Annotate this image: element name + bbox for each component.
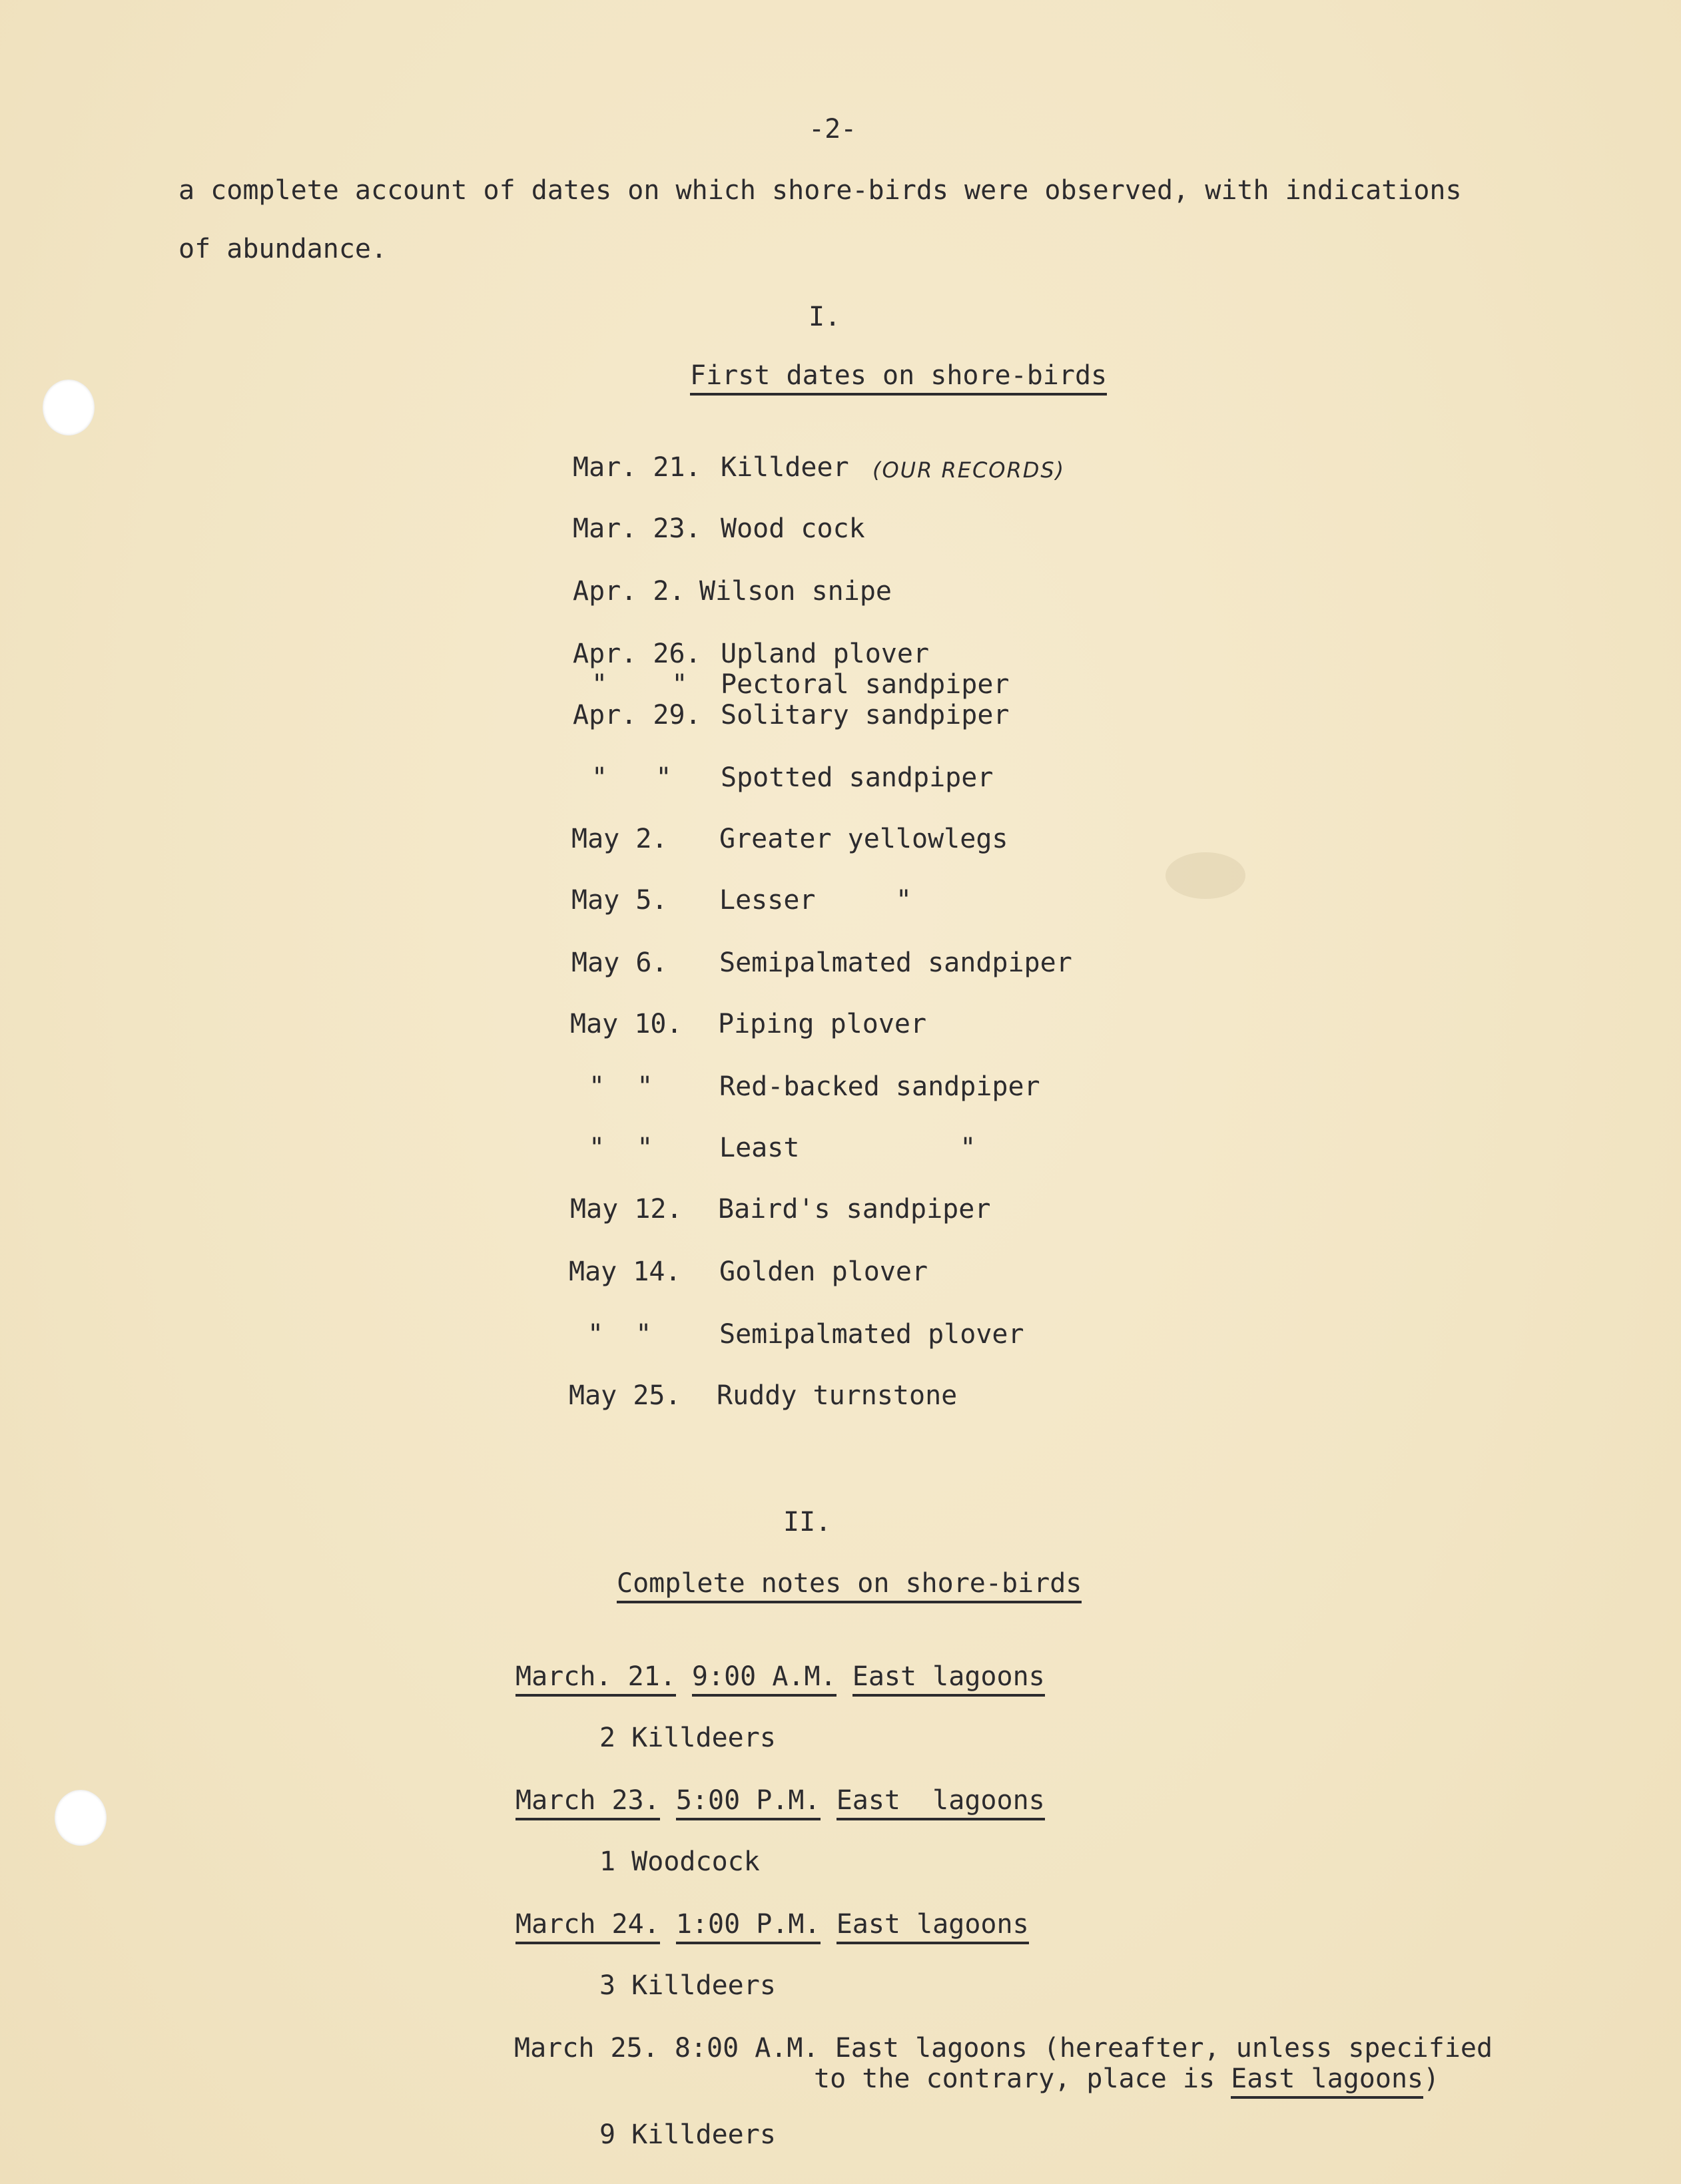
punch-hole-top [43, 380, 95, 435]
note-date: March 25. [514, 2033, 659, 2063]
note-place: East lagoons (hereafter, unless specified [835, 2033, 1493, 2063]
note-header [515, 1784, 1045, 1816]
entry-date: " " [589, 1071, 653, 1102]
entry-bird: Wood cock [721, 513, 865, 544]
note-place-continued [814, 2063, 1439, 2095]
entry-bird: Killdeer [721, 452, 849, 483]
entry-date: May 6. [571, 948, 668, 978]
entry-date: Mar. 21. [573, 452, 701, 483]
section-2-title [617, 1567, 1082, 1599]
note-header [514, 2032, 1493, 2064]
entry-date: May 25. [569, 1380, 681, 1411]
entry-bird: Red-backed sandpiper [719, 1071, 1040, 1102]
note-observation: 3 Killdeers [599, 1970, 776, 2001]
entry-bird: Greater yellowlegs [719, 824, 1008, 854]
intro-line-1: a complete account of dates on which shore-birds were observed, with indications [178, 175, 1462, 206]
note-time: 1:00 P.M. [676, 1909, 821, 1944]
punch-hole-bottom [55, 1790, 107, 1846]
paper-stain [1166, 852, 1245, 899]
entry-date: May 14. [569, 1256, 681, 1287]
note-observation: 2 Killdeers [599, 1723, 776, 1753]
entry-date: May 2. [571, 824, 668, 854]
note-observation: 9 Killdeers [599, 2119, 776, 2150]
entry-bird: Semipalmated sandpiper [719, 948, 1072, 978]
entry-date: " " [587, 1319, 652, 1350]
entry-date: May 12. [570, 1194, 683, 1225]
note-place-underlined: East lagoons [1231, 2063, 1423, 2099]
entry-date: Mar. 23. [573, 513, 701, 544]
entry-bird: Pectoral sandpiper [721, 669, 1010, 700]
intro-line-2: of abundance. [178, 234, 388, 264]
entry-bird: Semipalmated plover [719, 1319, 1024, 1350]
entry-bird: Lesser " [719, 885, 912, 916]
entry-date: " " [591, 762, 672, 793]
section-2-title-text: Complete notes on shore-birds [617, 1568, 1082, 1603]
entry-bird: Solitary sandpiper [721, 700, 1010, 730]
entry-bird: Least " [719, 1133, 976, 1163]
note-header [515, 1908, 1029, 1940]
note-date: March 23. [515, 1785, 660, 1820]
note-place-text: to the contrary, place is [814, 2063, 1231, 2094]
entry-bird: Piping plover [718, 1009, 927, 1039]
entry-bird: Spotted sandpiper [721, 762, 994, 793]
section-1-title-text: First dates on shore-birds [690, 360, 1107, 396]
entry-date: May 5. [571, 885, 668, 916]
note-date: March 24. [515, 1909, 660, 1944]
entry-date: Apr. 2. [573, 576, 685, 607]
note-date: March. 21. [515, 1661, 676, 1697]
entry-date: Apr. 29. [573, 700, 701, 730]
note-time: 8:00 A.M. [674, 2033, 819, 2063]
section-1-numeral: I. [809, 302, 841, 332]
section-1-title [690, 360, 1107, 392]
note-place: East lagoons [837, 1909, 1029, 1944]
note-place: East lagoons [852, 1661, 1045, 1697]
entry-date: " " [589, 1133, 653, 1163]
note-place: East lagoons [837, 1785, 1045, 1820]
entry-bird: Baird's sandpiper [718, 1194, 991, 1225]
page-number: -2- [809, 114, 857, 144]
entry-bird: Golden plover [719, 1256, 928, 1287]
section-2-numeral: II. [783, 1507, 832, 1537]
entry-date: May 10. [570, 1009, 683, 1039]
entry-bird: Wilson snipe [699, 576, 892, 607]
note-time: 5:00 P.M. [676, 1785, 821, 1820]
note-header [515, 1661, 1045, 1693]
entry-bird: Ruddy turnstone [717, 1380, 958, 1411]
note-observation: 1 Woodcock [599, 1846, 760, 1877]
entry-bird: Upland plover [721, 639, 930, 669]
entry-date: Apr. 26. [573, 639, 701, 669]
note-time: 9:00 A.M. [692, 1661, 837, 1697]
entry-date: " " [591, 669, 688, 700]
handwritten-note: (OUR RECORDS) [872, 457, 1066, 483]
note-place-close: ) [1423, 2063, 1440, 2094]
